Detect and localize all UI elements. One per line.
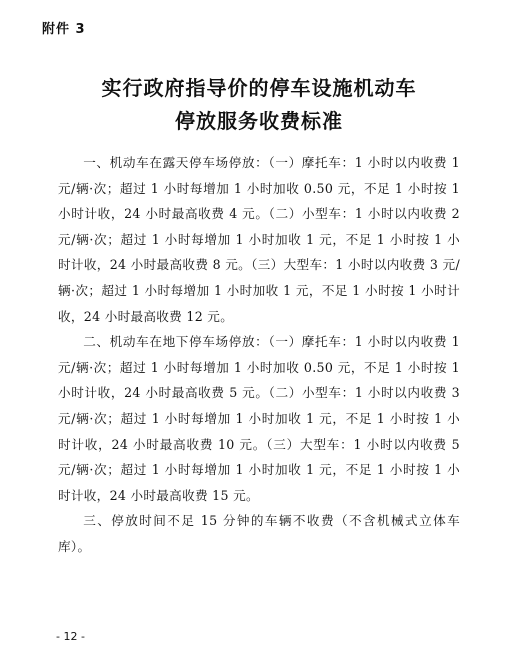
page-number: - 12 - — [56, 630, 85, 643]
paragraph-outdoor-parking: 一、机动车在露天停车场停放：（一）摩托车：1 小时以内收费 1 元/辆·次；超过 1 小时每增加 1 小时加收 0.50 元，不足 1 小时按 1 小时计收，24 小时最高收费 4 元。（二）小型车：1 小时以内收费 2 元/辆·次；超过 1 小时每增加 1 小时加收 1 元，不足 1 小时按 1 小时计收，24 小时最高收费 8 元。（三）大型车：1 小时以内收费 3 元/辆·次；超过 1 小时每增加 1 小时加收 1 元，不足 1 小时按 1 小时计收，24 小时最高收费 12 元。 — [58, 155, 460, 324]
document-title-line-2: 停放服务收费标准 — [175, 109, 343, 133]
paragraph-underground-parking: 二、机动车在地下停车场停放：（一）摩托车：1 小时以内收费 1 元/辆·次；超过 1 小时每增加 1 小时加收 0.50 元，不足 1 小时按 1 小时计收，24 小时最高收费 5 元。（二）小型车：1 小时以内收费 3 元/辆·次；超过 1 小时每增加 1 小时加收 1 元，不足 1 小时按 1 小时计收，24 小时最高收费 10 元。（三）大型车：1 小时以内收费 5 元/辆·次；超过 1 小时每增加 1 小时加收 1 元，不足 1 小时按 1 小时计收，24 小时最高收费 15 元。 — [58, 334, 460, 503]
document-body — [58, 150, 460, 560]
attachment-label: 附件 3 — [42, 22, 86, 37]
paragraph-free-parking: 三、停放时间不足 15 分钟的车辆不收费（不含机械式立体车库）。 — [58, 513, 460, 554]
document-title-line-1: 实行政府指导价的停车设施机动车 — [101, 76, 417, 100]
